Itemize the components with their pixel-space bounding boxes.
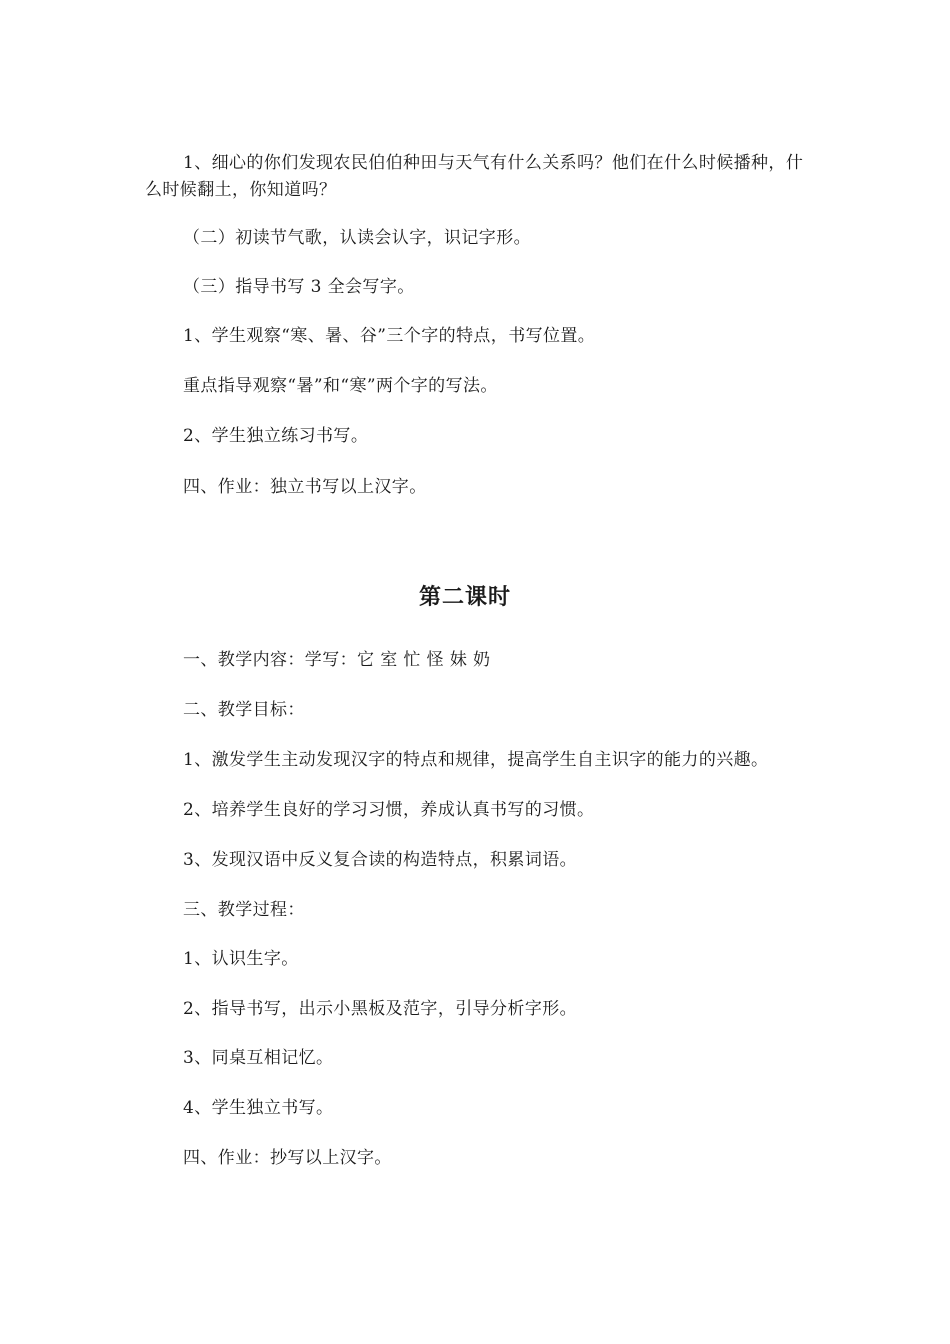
paragraph-step-1: 1、认识生字。 xyxy=(183,949,299,969)
paragraph-first-reading: （二）初读节气歌，认读会认字，识记字形。 xyxy=(183,228,531,248)
paragraph-writing-guide: （三）指导书写 3 全会写字。 xyxy=(183,277,415,297)
paragraph-observe-chars: 1、学生观察“寒、暑、谷”三个字的特点，书写位置。 xyxy=(183,326,596,346)
paragraph-step-2: 2、指导书写，出示小黑板及范字，引导分析字形。 xyxy=(183,999,578,1019)
paragraph-goal-2: 2、培养学生良好的学习习惯，养成认真书写的习惯。 xyxy=(183,800,595,820)
paragraph-goal-3: 3、发现汉语中反义复合读的构造特点，积累词语。 xyxy=(183,850,578,870)
paragraph-process-heading: 三、教学过程： xyxy=(183,900,305,920)
paragraph-goals-heading: 二、教学目标： xyxy=(183,700,305,720)
paragraph-key-guidance: 重点指导观察“暑”和“寒”两个字的写法。 xyxy=(183,376,498,396)
paragraph-content: 一、教学内容：学写：它 室 忙 怪 妹 奶 xyxy=(183,650,491,670)
paragraph-step-4: 4、学生独立书写。 xyxy=(183,1098,334,1118)
paragraph-homework-1: 四、作业：独立书写以上汉字。 xyxy=(183,477,427,497)
paragraph-practice: 2、学生独立练习书写。 xyxy=(183,426,369,446)
paragraph-step-3: 3、同桌互相记忆。 xyxy=(183,1048,334,1068)
paragraph-goal-1: 1、激发学生主动发现汉字的特点和规律，提高学生自主识字的能力的兴趣。 xyxy=(183,750,769,770)
paragraph-homework-2: 四、作业：抄写以上汉字。 xyxy=(183,1148,392,1168)
lesson-title: 第二课时 xyxy=(418,585,511,610)
paragraph-question: 1、细心的你们发现农民伯伯种田与天气有什么关系吗？他们在什么时候播种，什么时候翻土，你知道吗？ xyxy=(145,153,804,200)
